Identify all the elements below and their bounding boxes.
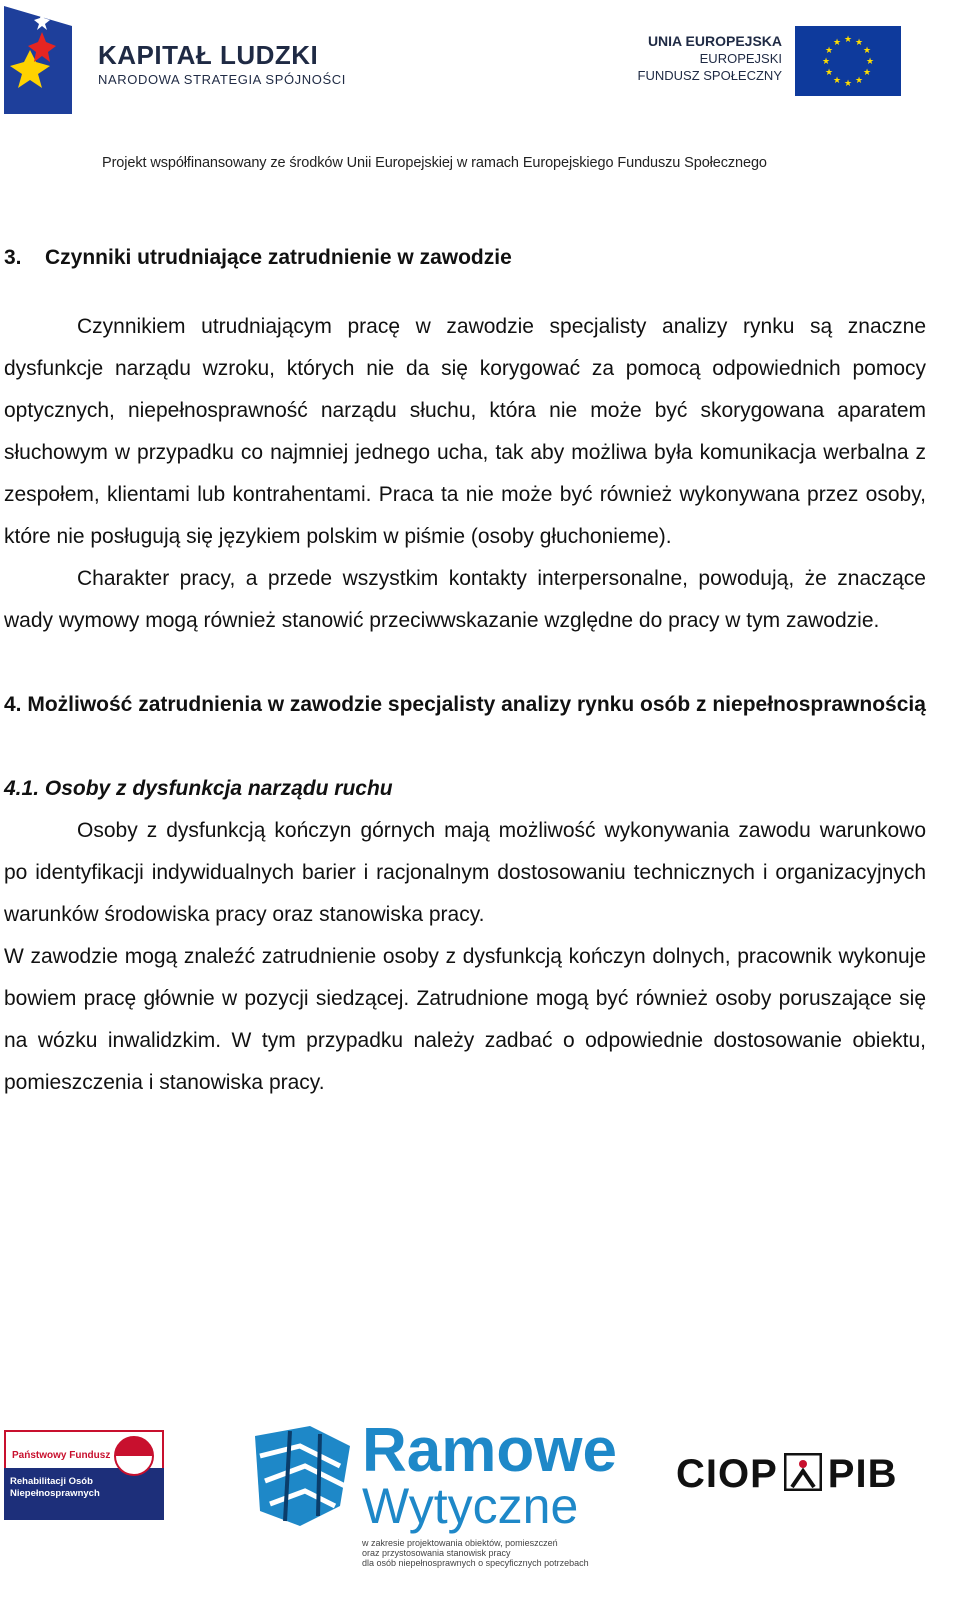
pfron-logo-bottom-text: Rehabilitacji Osób Niepełnosprawnych — [10, 1476, 100, 1499]
section-3-title: Czynniki utrudniające zatrudnienie w zawodzie — [45, 246, 512, 269]
eu-line-1: UNIA EUROPEJSKA — [647, 33, 782, 49]
pib-text: PIB — [827, 1452, 898, 1496]
section-4-1-paragraph-1: Osoby z dysfunkcją kończyn górnych mają możliwość wykonywania zawodu warunkowo po identyfikacji indywidualnych barier i racjonalnym dostosowaniu technicznych i organizacyjnych warunków środowiska pracy oraz stanowiska pracy. — [4, 819, 926, 926]
section-4-1-heading: 4.1. Osoby z dysfunkcja narządu ruchu — [4, 777, 393, 800]
cofinancing-note: Projekt współfinansowany ze środków Unii Europejskiej w ramach Europejskiego Funduszu Społecznego — [102, 155, 767, 171]
pfron-circle-icon — [114, 1436, 154, 1476]
kapital-ludzki-logo-icon — [4, 6, 72, 114]
pfron-logo-bottom — [4, 1468, 164, 1520]
svg-text:★: ★ — [862, 46, 872, 56]
logo-title: KAPITAŁ LUDZKI — [98, 40, 319, 70]
eu-flag-icon — [795, 26, 901, 96]
svg-text:★: ★ — [843, 79, 853, 89]
ciop-pib-logo — [676, 1452, 897, 1497]
page-footer — [0, 1400, 960, 1621]
ramowe-wytyczne-subtitle: w zakresie projektowania obiektów, pomieszczeń oraz przystosowania stanowisk pracy dla osób niepełnosprawnych o specyficznych potrzebach — [362, 1538, 589, 1568]
ramowe-wytyczne-graphic-icon — [250, 1426, 360, 1536]
spacer — [4, 642, 926, 684]
spacer — [4, 280, 926, 306]
section-3-heading — [4, 236, 926, 280]
svg-text:★: ★ — [832, 38, 842, 48]
pfron-logo-top-text: Państwowy Fundusz — [12, 1450, 111, 1461]
ramowe-title: Ramowe — [362, 1416, 617, 1485]
document-body — [4, 236, 926, 1104]
svg-text:★: ★ — [824, 46, 834, 56]
page-header — [0, 0, 960, 200]
svg-text:★: ★ — [821, 57, 831, 67]
svg-text:★: ★ — [832, 76, 842, 86]
ciop-text: CIOP — [676, 1452, 778, 1496]
svg-text:★: ★ — [854, 38, 864, 48]
eu-line-3: FUNDUSZ SPOŁECZNY — [637, 68, 782, 83]
svg-text:★: ★ — [843, 35, 853, 45]
wytyczne-title: Wytyczne — [362, 1478, 579, 1534]
ciop-person-icon — [784, 1453, 822, 1491]
svg-text:★: ★ — [865, 57, 875, 67]
eu-text-block — [638, 33, 782, 84]
svg-text:★: ★ — [862, 68, 872, 78]
logo-subtitle: NARODOWA STRATEGIA SPÓJNOŚCI — [98, 72, 346, 87]
section-3-paragraph-1: Czynnikiem utrudniającym pracę w zawodzie specjalisty analizy rynku są znaczne dysfunkcje narządu wzroku, których nie da się korygować za pomocą odpowiednich pomocy optycznych, niepełnosprawność narządu słuchu, która nie może być skorygowana aparatem słuchowym w przypadku co najmniej jednego ucha, tak aby możliwa była komunikacja werbalna z zespołem, klientami lub kontrahentami. Praca ta nie może być również wykonywana przez osoby, które nie posługują się językiem polskim w piśmie (osoby głuchonieme). — [4, 315, 926, 548]
pfron-logo — [4, 1430, 164, 1520]
eu-line-2: EUROPEJSKI — [699, 51, 782, 66]
spacer — [4, 726, 926, 768]
svg-text:★: ★ — [824, 68, 834, 78]
section-4-heading: 4. Możliwość zatrudnienia w zawodzie specjalisty analizy rynku osób z niepełnosprawnością — [4, 693, 926, 716]
section-4-1-paragraph-2: W zawodzie mogą znaleźć zatrudnienie osoby z dysfunkcją kończyn dolnych, pracownik wykonuje bowiem pracę głównie w pozycji siedzącej. Zatrudnione mogą być również osoby poruszające się na wózku inwalidzkim. W tym przypadku należy zadbać o odpowiednie dostosowanie obiektu, pomieszczenia i stanowiska pracy. — [4, 945, 926, 1094]
section-3-paragraph-2: Charakter pracy, a przede wszystkim kontakty interpersonalne, powodują, że znaczące wady wymowy mogą również stanowić przeciwwskazanie względne do pracy w tym zawodzie. — [4, 567, 926, 632]
section-3-number: 3. — [4, 246, 22, 269]
svg-text:★: ★ — [854, 76, 864, 86]
